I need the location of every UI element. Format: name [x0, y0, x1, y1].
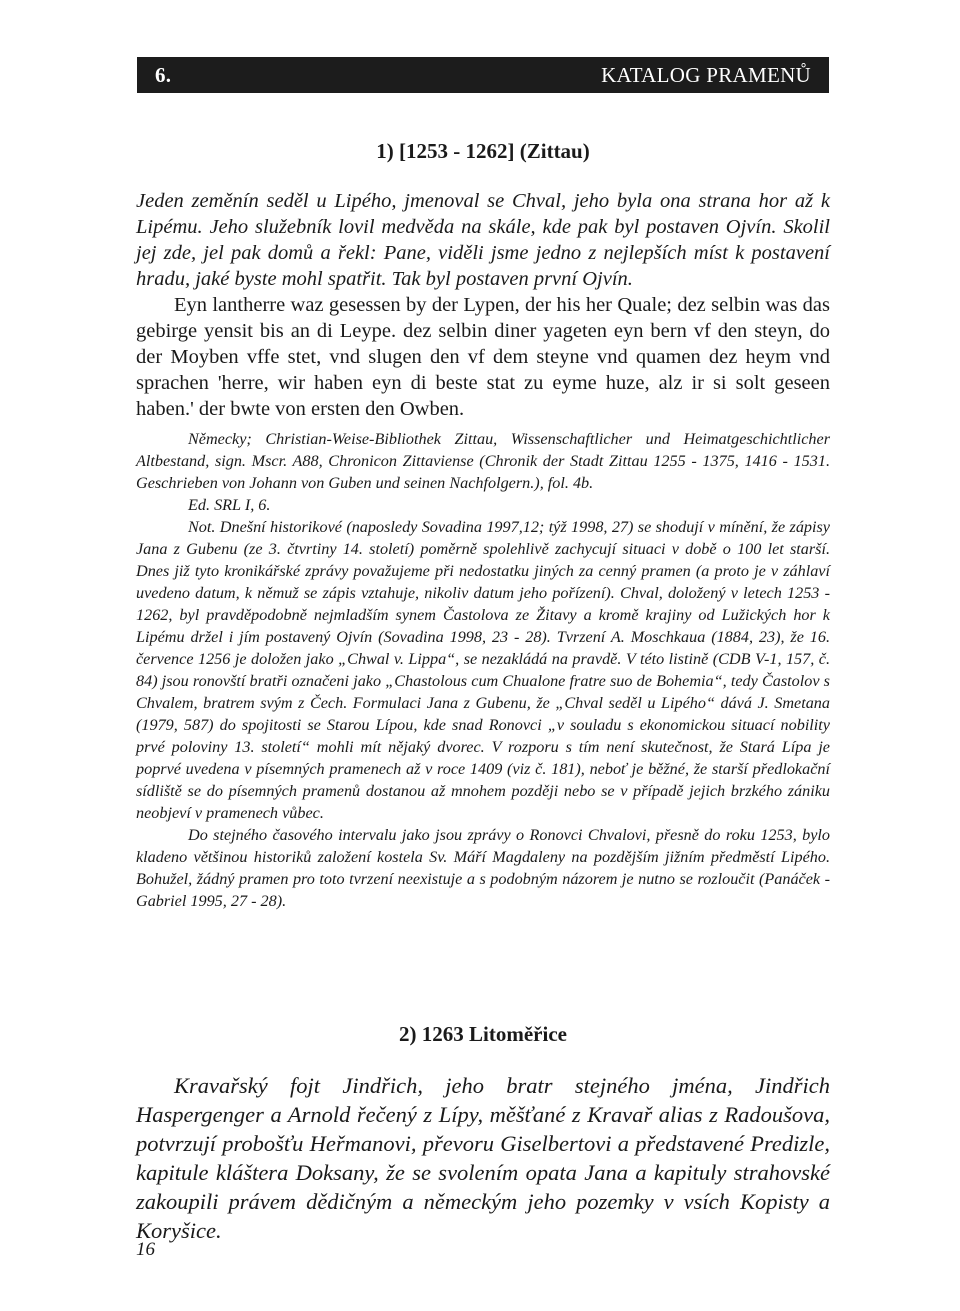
entry-1-edition: Ed. SRL I, 6. [188, 496, 271, 514]
entry-1-german-text: Eyn lantherre waz gesessen by der Lypen, der his her Quale; dez selbin was das gebirge yensit bis an di Leype. dez selbin diner yageten eyn bern vf den steyn, do der Moyben vffe stet, vnd slugen den vf dem steyne vnd quamen dez heym vnd sprachen 'herre, wir haben eyn di beste stat zu eyme huze, alz ir si solt geseen haben.' der bwte von ersten den Owben. [136, 294, 830, 420]
page-number: 16 [136, 1239, 155, 1260]
entry-2 [136, 1022, 830, 1047]
entry-2-heading: 2) 1263 Litoměřice [399, 1022, 567, 1046]
entry-2-body [136, 1071, 830, 1245]
chapter-number: 6. [155, 62, 172, 87]
entry-1-czech-text: Jeden zeměnín seděl u Lipého, jmenoval se Chval, jeho byla ona strana hor až k Lipému. Jeho služebník lovil medvěda na skále, kde pak byl postaven Ojvín. Skolil jej zde, jel pak domů a řekl: Pane, viděli jsme jedno z nejlepších míst k postavení hradu, jaké byste mohl spatřit. Tak byl postaven první Ojvín. [136, 190, 830, 290]
entry-2-czech-text: Kravařský fojt Jindřich, jeho bratr stejného jména, Jindřich Haspergenger a Arnold řečený z Lípy, měšťané z Kravař alias z Radoušova, potvrzují probošťu Heřmanovi, převoru Giselbertovi a představené Predizle, kapitule kláštera Doksany, že se svolením opata Jana a kapituly strahovské zakoupili právem dědičným a německým jeho pozemky v vsích Kopisty a Koryšice. [136, 1073, 830, 1243]
chapter-header-bar [137, 57, 829, 93]
entry-1-note: Not. Dnešní historikové (naposledy Sovadina 1997,12; týž 1998, 27) se shodují v mínění, že zápisy Jana z Gubenu (ze 3. čtvrtiny 14. století) poměrně spolehlivě zachycují situaci v době o 100 let starší. Dnes již tyto kronikářské zprávy považujeme při nedostatku jiných za cenný pramen (a proto je v záhlaví uvedeno datum, k němuž se zápis vztahuje, nikoliv datum jeho pořízení). Chval, doložený v letech 1253 - 1262, byl pravděpodobně nejmladším synem Častolova ze Žitavy a kromě krajiny od Lužických hor k Lipému držel i jím postavený Ojvín (Sovadina 1998, 23 - 28). Tvrzení A. Moschkaua (1884, 23), že 16. července 1256 je doložen jako „Chwal v. Lippa“, se nezakládá na pravdě. V této listině (CDB V-1, 157, č. 84) jsou ronovští bratři označeni jako „Chastolous cum Chualone fratre suo de Bohemia“, tedy Častolov s Chvalem, bratrem svým z Čech. Formulaci Jana z Gubenu, že „Chval seděl u Lipého“ dává J. Smetana (1979, 587) do spojitosti se Starou Lípou, kde snad Ronovci „v souladu s ekonomickou situací nobility prvé poloviny 13. století“ mohli mít nějaký dvorec. V rozporu s tím není skutečnost, že Stará Lípa je poprvé uvedena v písemných pramenech až v roce 1409 (viz č. 181), neboť je běžné, že starší předlokační sídliště se do písemných pramenů dostanou až mnohem později nebo se v případě jejich brzkého zániku neobjeví v pramenech vůbec. [136, 518, 830, 822]
entry-1-note-2: Do stejného časového intervalu jako jsou zprávy o Ronovci Chvalovi, přesně do roku 1253, bylo kladeno většinou historiků založení kostela Sv. Máří Magdaleny na pozdějším jižním předměstí Lipého. Bohužel, žádný pramen pro toto tvrzení neexistuje a s podobným názorem je nutno se rozloučit (Panáček - Gabriel 1995, 27 - 28). [136, 826, 830, 910]
entry-1-heading: 1) [1253 - 1262] (Zittau) [376, 139, 590, 163]
entry-1 [136, 139, 830, 164]
entry-1-body [136, 188, 830, 912]
entry-1-source: Německy; Christian-Weise-Bibliothek Zittau, Wissenschaftlicher und Heimatgeschichtlicher Altbestand, sign. Mscr. A88, Chronicon Zittaviense (Chronik der Stadt Zittau 1255 - 1375, 1416 - 1531. Geschrieben von Johann von Guben und seinen Nachfolgern.), fol. 4b. [136, 430, 830, 492]
chapter-title: KATALOG PRAMENŮ [601, 62, 811, 87]
